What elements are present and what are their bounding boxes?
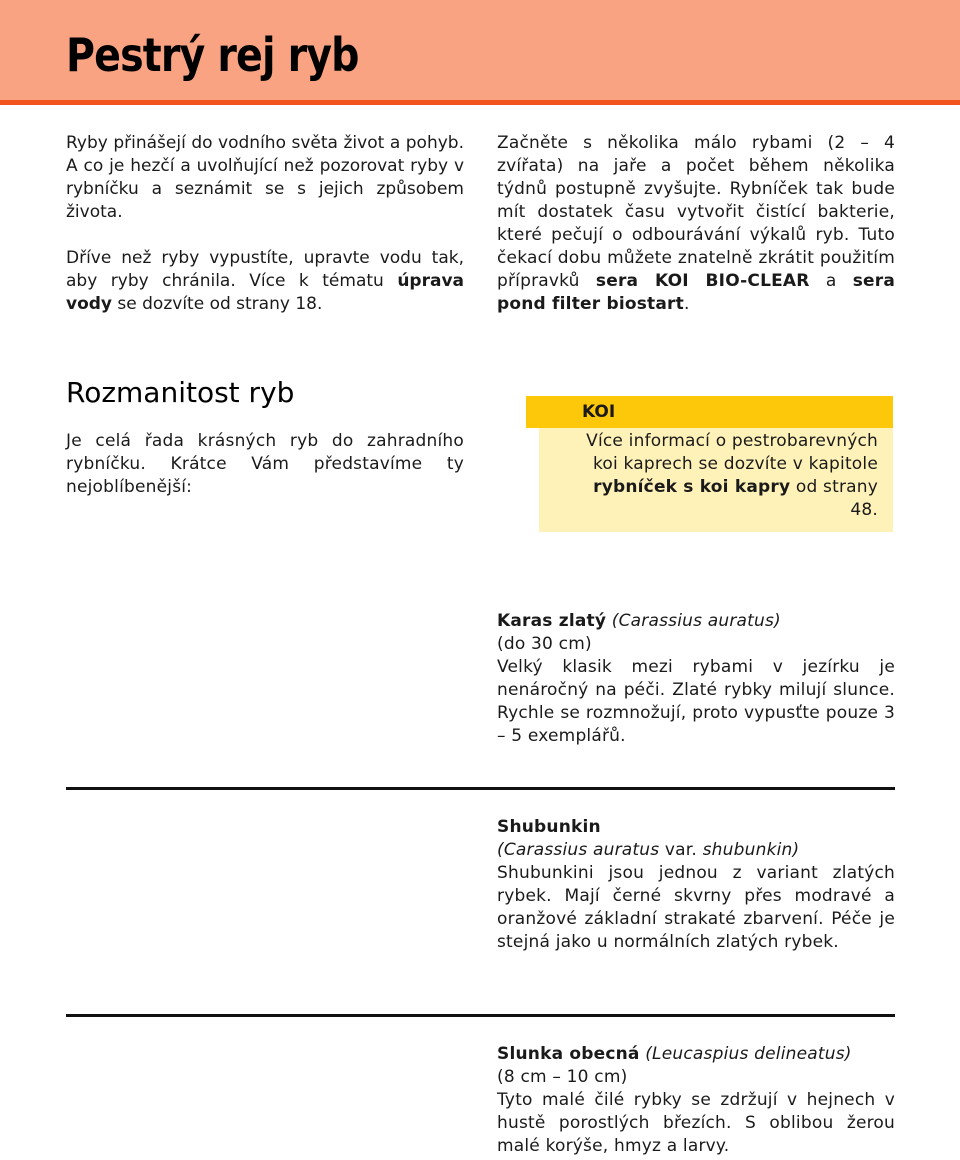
koi-info-text xyxy=(582,430,878,522)
intro-right-conjunction: a xyxy=(809,271,853,291)
divider xyxy=(66,787,895,790)
intro-left-column xyxy=(66,132,464,316)
section-intro-text: Je celá řada krásných ryb do zahradního rybníčku. Krátce Vám představíme ty nejoblíbenější: xyxy=(66,431,464,497)
fish-latin-line xyxy=(497,839,895,862)
koi-chapter-name: rybníček s koi kapry xyxy=(593,477,791,497)
fish-latin-name: (Carassius auratus) xyxy=(611,611,781,631)
koi-text-end: od strany 48. xyxy=(790,477,878,520)
section-intro xyxy=(66,430,464,499)
fish-name: Shubunkin xyxy=(497,817,601,837)
fish-latin-name: (Leucaspius delineatus) xyxy=(645,1044,852,1064)
section-title: Rozmanitost ryb xyxy=(66,376,295,409)
fish-name: Slunka obecná xyxy=(497,1044,640,1064)
fish-heading xyxy=(497,610,895,633)
page-title: Pestrý rej ryb xyxy=(66,28,359,82)
koi-text-start: Více informací o pestrobarevných koi kaprech se dozvíte v kapitole xyxy=(586,431,878,474)
product-name-bioclear: sera KOI BIO-CLEAR xyxy=(595,271,810,291)
intro-right-column xyxy=(497,132,895,316)
fish-heading xyxy=(497,816,895,839)
fish-latin-variety: shubunkin) xyxy=(702,840,800,860)
fish-entry-shubunkin xyxy=(497,816,895,954)
fish-entry-goldfish xyxy=(497,610,895,748)
fish-size: (do 30 cm) xyxy=(497,634,592,654)
fish-size: (8 cm – 10 cm) xyxy=(497,1067,628,1087)
intro-paragraph-2 xyxy=(66,247,464,316)
page-header xyxy=(0,0,960,105)
fish-latin-var: var. xyxy=(659,840,703,860)
fish-description: Velký klasik mezi rybami v jezírku je nenáročný na péči. Zlaté rybky milují slunce. Rychle se rozmnožují, proto vypusťte pouze 3 – 5 exemplářů. xyxy=(497,657,895,746)
fish-description: Shubunkini jsou jednou z variant zlatých rybek. Mají černé skvrny přes modravé a oranžové základní strakaté zbarvení. Péče je stejná jako u normálních zlatých rybek. xyxy=(497,863,895,952)
intro-right-text: Začněte s několika málo rybami (2 – 4 zvířata) na jaře a počet během několika týdnů postupně zvyšujte. Rybníček tak bude mít dostatek času vytvořit čistící bakterie, které pečují o odbourávání výkalů ryb. Tuto čekací dobu můžete znatelně zkrátit použitím přípravků xyxy=(497,133,895,291)
intro-right-paragraph xyxy=(497,132,895,316)
koi-info-label: KOI xyxy=(582,402,616,422)
intro-p2-end: se dozvíte od strany 18. xyxy=(112,294,323,314)
fish-name: Karas zlatý xyxy=(497,611,607,631)
fish-entry-sunbleak xyxy=(497,1043,895,1158)
fish-latin-name: (Carassius auratus xyxy=(497,840,660,860)
intro-p2-start: Dříve než ryby vypustíte, upravte vodu tak, aby ryby chránila. Více k tématu xyxy=(66,248,464,291)
product-name-biostart: sera pond filter biostart xyxy=(497,271,896,314)
divider xyxy=(66,1014,895,1017)
fish-heading xyxy=(497,1043,895,1066)
intro-paragraph-1: Ryby přinášejí do vodního světa život a pohyb. A co je hezčí a uvolňující než pozorovat ryby v rybníčku a seznámit se s jejich způsobem života. xyxy=(66,133,464,222)
fish-description: Tyto malé čilé rybky se zdržují v hejnech v hustě porostlých březích. S oblibou žerou malé korýše, hmyz a larvy. xyxy=(497,1090,895,1156)
water-treatment-link-text: úprava vody xyxy=(66,271,464,314)
intro-right-end: . xyxy=(683,294,690,314)
